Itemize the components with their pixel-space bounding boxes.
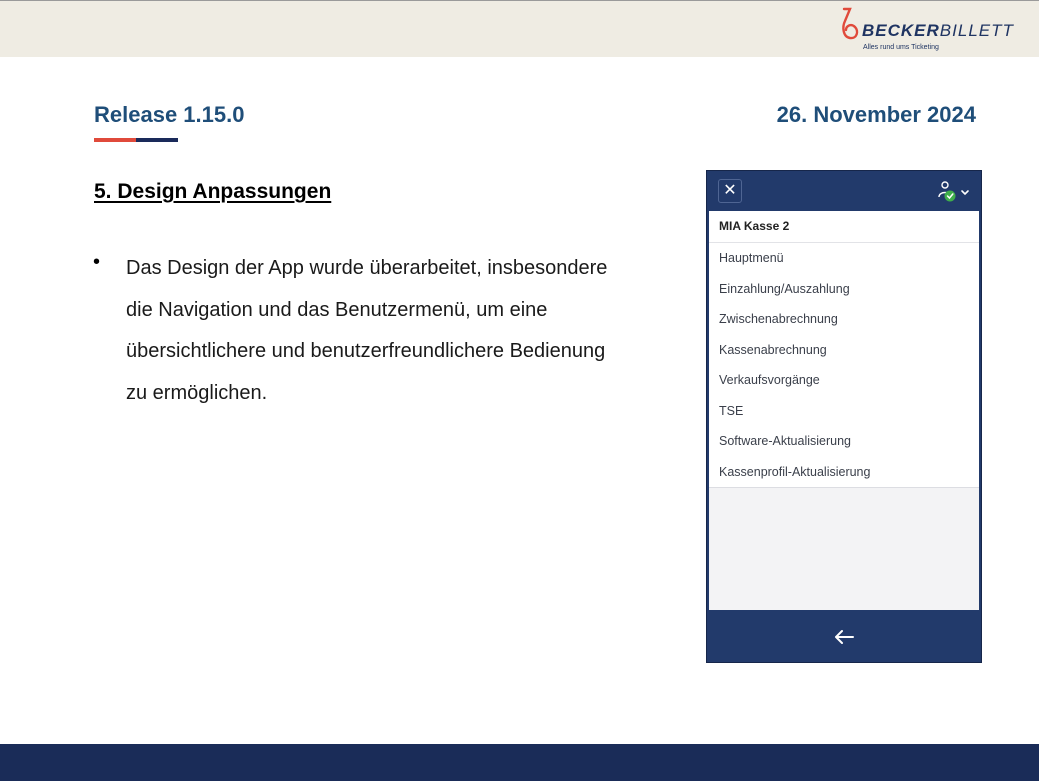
user-check-icon[interactable] <box>937 180 973 204</box>
release-date: 26. November 2024 <box>776 102 976 127</box>
bullet-text: Das Design der App wurde überarbeitet, insbesondere die Navigation und das Benutzermenü, um eine übersichtlichere und benutzerfreundlichere Bedienung zu ermöglichen. <box>126 257 608 404</box>
menu-item-software-aktualisierung[interactable]: Software-Aktualisierung <box>719 434 852 448</box>
app-menu-panel <box>709 211 979 610</box>
menu-list <box>709 211 979 488</box>
menu-item-tse[interactable]: TSE <box>719 403 744 418</box>
menu-header: MIA Kasse 2 <box>709 211 979 243</box>
menu-item-zwischenabrechnung[interactable]: Zwischenabrechnung <box>719 312 838 326</box>
arrow-left-icon[interactable] <box>831 627 857 647</box>
bullet-marker: • <box>93 251 101 273</box>
close-icon[interactable]: ✕ <box>718 179 742 203</box>
app-screenshot <box>706 170 982 663</box>
menu-item-kassenabrechnung[interactable]: Kassenabrechnung <box>719 342 827 357</box>
section-title: 5. Design Anpassungen <box>94 180 332 203</box>
menu-item-kassenprofil-aktualisierung[interactable]: Kassenprofil-Aktualisierung <box>719 464 871 479</box>
release-title: Release 1.15.0 <box>94 102 245 127</box>
title-accent-red <box>94 138 136 142</box>
becker-billett-logo <box>838 7 1014 55</box>
menu-item-verkaufsvorgaenge[interactable]: Verkaufsvorgänge <box>719 373 820 387</box>
logo-tagline: Alles rund ums Ticketing <box>863 44 939 51</box>
menu-item-einzahlung[interactable]: Einzahlung/Auszahlung <box>719 281 850 296</box>
logo-mark-icon <box>838 7 864 43</box>
logo-wordmark: BECKERBILLETT <box>862 21 1014 40</box>
header-band <box>0 0 1039 57</box>
footer-band <box>0 744 1039 781</box>
menu-item-hauptmenu[interactable]: Hauptmenü <box>719 251 784 265</box>
title-accent-blue <box>136 138 178 142</box>
